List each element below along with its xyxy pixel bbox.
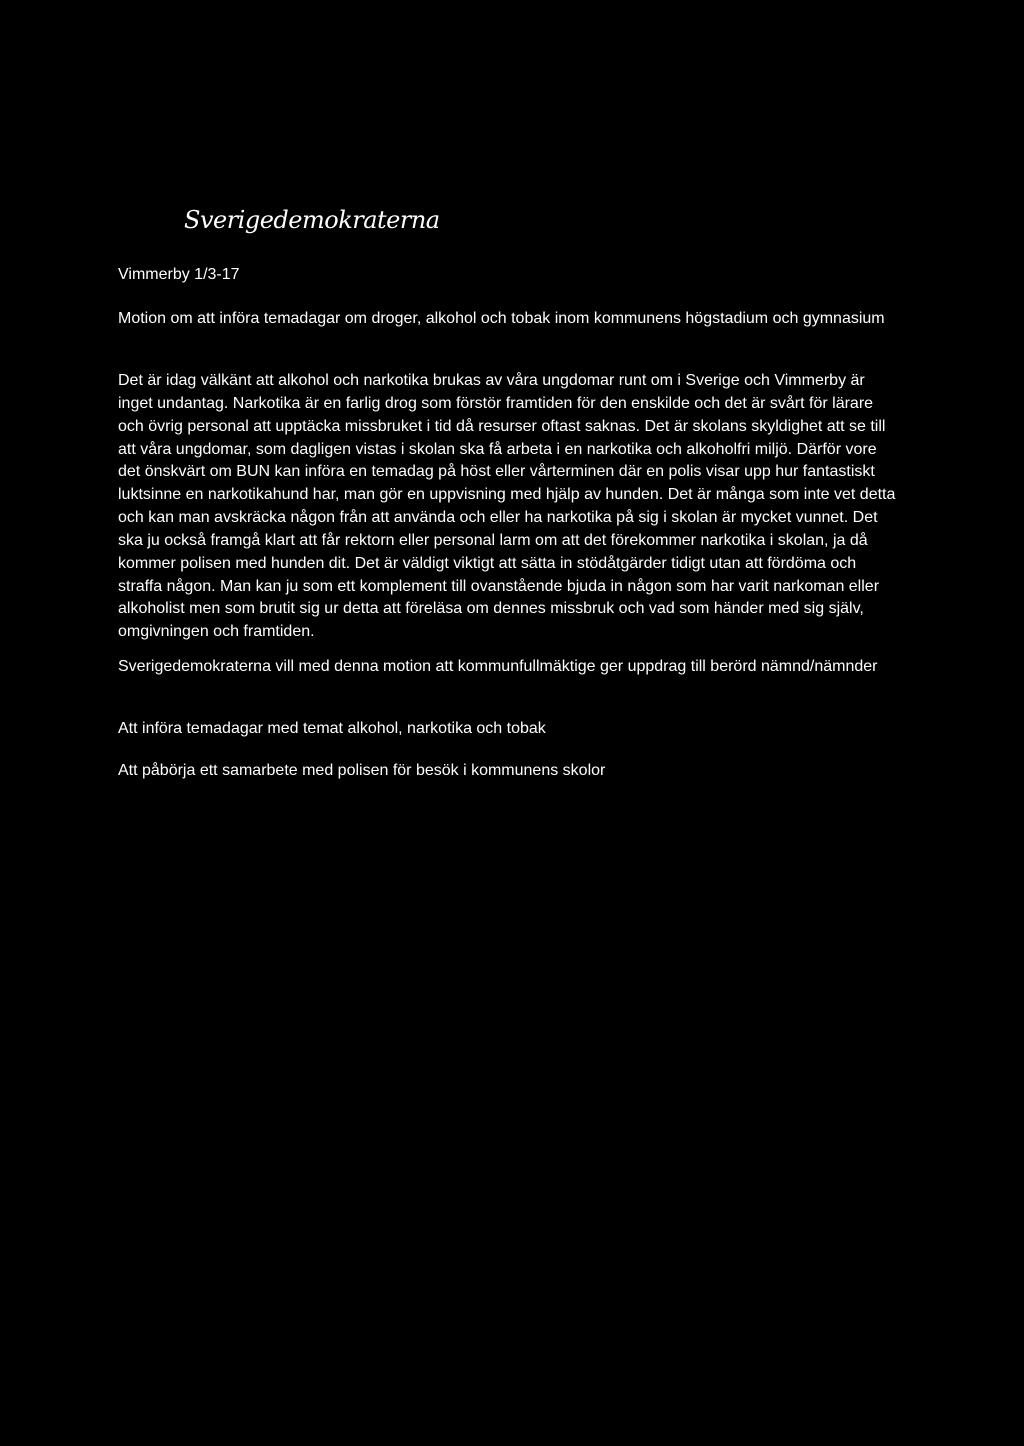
motion-title: Motion om att införa temadagar om droger, alkohol och tobak inom kommunens högstadium och gymnasium [118,310,885,327]
party-logo-text: Sverigedemokraterna [184,206,440,234]
motion-body: Det är idag välkänt att alkohol och narkotika brukas av våra ungdomar runt om i Sverige och Vimmerby är inget undantag. Narkotika är en farlig drog som förstör framtiden för den enskilde och det är svårt för lärare och övrig personal att upptäcka missbruket i tid då resurser oftast saknas. Det är skolans skyldighet att se till att våra ungdomar, som dagligen vistas i skolan ska få arbeta i en narkotika och alkoholfri miljö. Därför vore det önskvärt om BUN kan införa en temadag på höst eller vårterminen där en polis visar upp hur fantastiskt luktsinne en narkotikahund har, man gör en uppvisning med hjälp av hunden. Det är många som inte vet detta och kan man avskräcka någon från att använda och eller ha narkotika på sig i skolan är mycket vunnet. Det ska ju också framgå klart att får rektorn eller personal larm om att det förekommer narkotika i skolan, ja då kommer polisen med hunden dit. Det är väldigt viktigt att sätta in stödåtgärder tidigt utan att fördöma och straffa någon. Man kan ju som ett komplement till ovanstående bjuda in någon som har varit narkoman eller alkoholist men som brutit sig ur detta att föreläsa om dennes missbruk och vad som händer med sig själv, omgivningen och framtiden. [118,372,896,641]
motion-closing: Sverigedemokraterna vill med denna motion att kommunfullmäktige ger uppdrag till berörd nämnd/nämnder [118,658,878,675]
date-line: Vimmerby 1/3-17 [118,266,240,283]
proposal-point-1: Att införa temadagar med temat alkohol, narkotika och tobak [118,720,546,737]
proposal-point-2: Att påbörja ett samarbete med polisen för besök i kommunens skolor [118,762,606,779]
